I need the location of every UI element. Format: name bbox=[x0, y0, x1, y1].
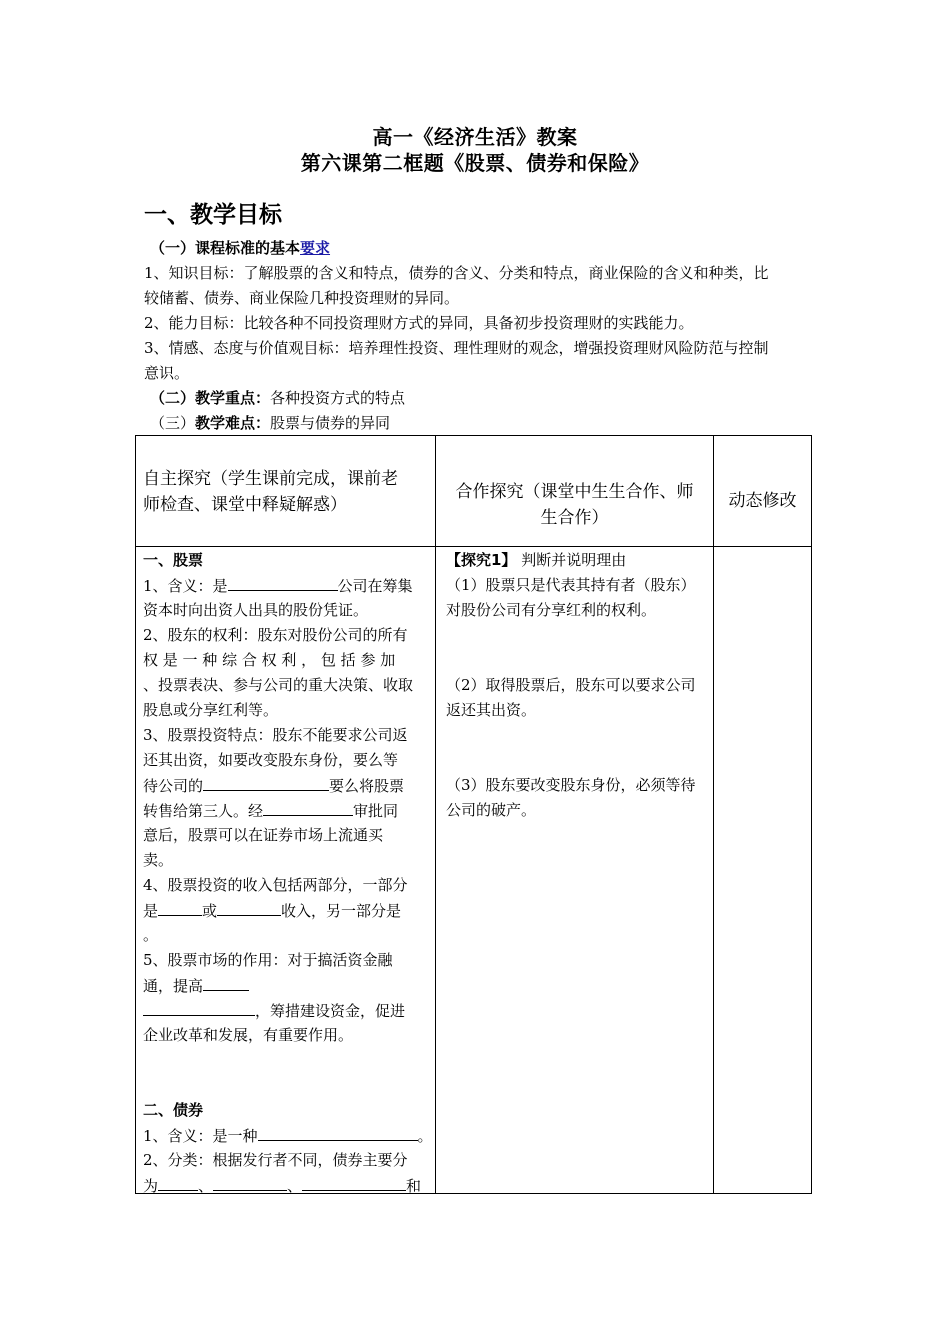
text-line: 。 bbox=[143, 926, 159, 944]
goal-ability: 2、能力目标：比较各种不同投资理财方式的异同，具备初步投资理财的实践能力。 bbox=[144, 314, 694, 332]
fill-in-blank[interactable] bbox=[143, 998, 255, 1016]
text-line bbox=[143, 1173, 433, 1198]
stock-definition-suffix: 公司在筹集 bbox=[337, 577, 413, 595]
text-segment: 为 bbox=[143, 1177, 159, 1195]
table-border-left bbox=[135, 435, 136, 1194]
text-line: 卖。 bbox=[143, 851, 174, 869]
table-col-divider-1 bbox=[435, 435, 436, 1194]
goal-attitude-line1: 3、情感、态度与价值观目标：培养理性投资、理性理财的观念，增强投资理财风险防范与控制 bbox=[144, 339, 769, 357]
section-heading: 一、教学目标 bbox=[144, 202, 282, 228]
subsection-standards bbox=[150, 236, 820, 261]
question-2-line1: （2）取得股票后，股东可以要求公司 bbox=[446, 676, 696, 694]
text-line: 5、股票市场的作用：对于搞活资金融 bbox=[143, 951, 393, 969]
text-segment: 收入，另一部分是 bbox=[281, 902, 402, 920]
stock-definition-line bbox=[143, 573, 433, 598]
teaching-difficulty-prefix: （三） bbox=[150, 414, 196, 432]
text-segment: 、 bbox=[198, 1177, 214, 1195]
column-header-cooperative-line1: 合作探究（课堂中生生合作、师 bbox=[455, 482, 694, 502]
column-header-self-study-line1: 自主探究（学生课前完成，课前老 bbox=[143, 469, 398, 489]
teaching-key-point bbox=[150, 386, 820, 411]
question-3-line2: 公司的破产。 bbox=[446, 801, 537, 819]
text-line: 股息或分享红利等。 bbox=[143, 701, 279, 719]
column-header-self-study bbox=[143, 466, 433, 518]
question-3-line1: （3）股东要改变股东身份，必须等待 bbox=[446, 776, 696, 794]
goal-knowledge-line2: 较储蓄、债券、商业保险几种投资理财的异同。 bbox=[144, 289, 460, 307]
text-line: 2、股东的权利：股东对股份公司的所有 bbox=[143, 626, 408, 644]
text-line: 意后，股票可以在证券市场上流通买 bbox=[143, 826, 384, 844]
text-segment: 是 bbox=[143, 902, 159, 920]
fill-in-blank[interactable] bbox=[213, 1173, 287, 1191]
table-header-divider bbox=[135, 546, 812, 547]
text-line: 4、股票投资的收入包括两部分，一部分 bbox=[143, 876, 408, 894]
explore-1-instruction: 判断并说明理由 bbox=[516, 551, 627, 569]
text-segment: 要么将股票 bbox=[329, 777, 405, 795]
text-segment: 转售给第三人。经 bbox=[143, 802, 264, 820]
teaching-key-text: 各种投资方式的特点 bbox=[270, 389, 406, 407]
text-segment: 或 bbox=[202, 902, 218, 920]
column-header-cooperative bbox=[436, 479, 713, 531]
subsection-standards-label: （一）课程标准的基本 bbox=[150, 239, 301, 257]
column-header-self-study-line2: 师检查、课堂中释疑解惑） bbox=[143, 495, 347, 515]
teaching-key-label: （二）教学重点： bbox=[150, 389, 271, 407]
question-1-line2: 对股份公司有分享红利的权利。 bbox=[446, 601, 657, 619]
teaching-difficulty bbox=[150, 411, 820, 436]
text-line: 还其出资，如要改变股东身份，要么等 bbox=[143, 751, 399, 769]
fill-in-blank[interactable] bbox=[158, 898, 202, 916]
stock-definition-prefix: 1、含义：是 bbox=[143, 577, 228, 595]
column-header-cooperative-line2: 生合作） bbox=[540, 508, 609, 528]
text-segment: 通，提高 bbox=[143, 977, 204, 995]
revision-cell[interactable] bbox=[714, 548, 810, 1192]
fill-in-blank[interactable] bbox=[158, 1173, 198, 1191]
text-line bbox=[143, 898, 433, 923]
requirements-link[interactable]: 要求 bbox=[300, 239, 331, 257]
text-line: 资本时向出资人出具的股份凭证。 bbox=[143, 601, 369, 619]
fill-in-blank[interactable] bbox=[217, 898, 281, 916]
fill-in-blank[interactable] bbox=[258, 1123, 418, 1141]
bond-definition-line bbox=[143, 1123, 433, 1148]
text-segment: 审批同 bbox=[353, 802, 399, 820]
question-1-line1: （1）股票只是代表其持有者（股东） bbox=[446, 576, 696, 594]
teaching-difficulty-text: 股票与债券的异同 bbox=[270, 414, 391, 432]
lesson-title: 第六课第二框题《股票、债券和保险》 bbox=[300, 151, 650, 175]
text-segment: 。 bbox=[417, 1127, 433, 1145]
fill-in-blank[interactable] bbox=[203, 773, 329, 791]
text-line: 企业改革和发展，有重要作用。 bbox=[143, 1026, 354, 1044]
teaching-difficulty-label: 教学难点： bbox=[195, 414, 271, 432]
bond-heading: 二、债券 bbox=[143, 1101, 204, 1119]
question-2-line2: 返还其出资。 bbox=[446, 701, 537, 719]
table-border-right bbox=[811, 435, 812, 1194]
text-line bbox=[143, 798, 433, 823]
fill-in-blank[interactable] bbox=[228, 573, 338, 591]
text-line: 2、分类：根据发行者不同，债券主要分 bbox=[143, 1151, 408, 1169]
text-segment: 和 bbox=[406, 1177, 422, 1195]
explore-1-title bbox=[446, 548, 711, 573]
column-header-revision: 动态修改 bbox=[728, 491, 797, 511]
text-segment: 、 bbox=[287, 1177, 303, 1195]
text-segment: 待公司的 bbox=[143, 777, 204, 795]
text-line bbox=[143, 773, 433, 798]
goal-knowledge-line1: 1、知识目标：了解股票的含义和特点，债券的含义、分类和特点，商业保险的含义和种类，比 bbox=[144, 264, 769, 282]
text-line bbox=[143, 998, 433, 1023]
self-study-cell bbox=[143, 548, 433, 1198]
fill-in-blank[interactable] bbox=[263, 798, 353, 816]
text-line: 、投票表决、参与公司的重大决策、收取 bbox=[143, 676, 414, 694]
explore-1-label: 【探究1】 bbox=[446, 551, 517, 569]
cooperative-cell bbox=[446, 548, 711, 823]
fill-in-blank[interactable] bbox=[302, 1173, 406, 1191]
fill-in-blank[interactable] bbox=[203, 973, 249, 991]
text-line: 权 是 一 种 综 合 权 利 ， 包 括 参 加 bbox=[143, 651, 396, 669]
text-segment: 1、含义：是一种 bbox=[143, 1127, 258, 1145]
document-title: 高一《经济生活》教案 bbox=[372, 125, 578, 149]
table-border-top bbox=[135, 435, 812, 436]
text-line: 3、股票投资特点：股东不能要求公司返 bbox=[143, 726, 408, 744]
stock-heading: 一、股票 bbox=[143, 551, 204, 569]
text-line bbox=[143, 973, 433, 998]
goal-attitude-line2: 意识。 bbox=[144, 364, 190, 382]
text-segment: ，筹措建设资金，促进 bbox=[255, 1002, 406, 1020]
